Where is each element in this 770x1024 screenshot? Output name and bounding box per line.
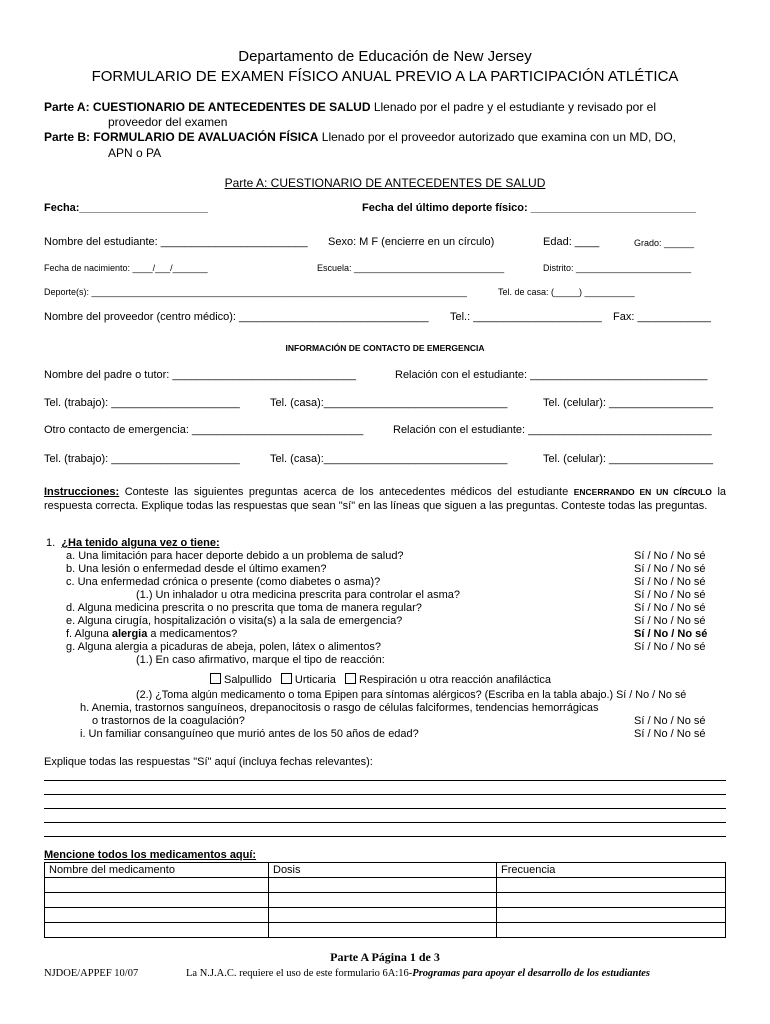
question-1c: c. Una enfermedad crónica o presente (como diabetes o asma)?	[66, 576, 381, 588]
tel-field[interactable]: Tel.: _____________________	[450, 311, 602, 323]
table-row[interactable]	[45, 923, 726, 938]
meds-title: Mencione todos los medicamentos aquí:	[44, 849, 257, 861]
table-cell[interactable]	[269, 893, 497, 908]
explain-label: Explique todas las respuestas "Sí" aquí (incluya fechas relevantes):	[44, 756, 373, 768]
answer-1c[interactable]: Sí / No / No sé	[634, 576, 706, 588]
fax-field[interactable]: Fax: ____________	[613, 311, 711, 323]
law-reference: La N.J.A.C. requiere el uso de este formulario 6A:16-Programas para apoyar el desarrollo de los estudiantes	[186, 968, 650, 979]
answer-1f[interactable]: Sí / No / No sé	[634, 628, 708, 640]
table-cell[interactable]	[45, 878, 269, 893]
parte-a-label: Parte A: CUESTIONARIO DE ANTECEDENTES DE SALUD	[44, 100, 371, 114]
answer-1a[interactable]: Sí / No / No sé	[634, 550, 706, 562]
checkbox-icon[interactable]	[210, 673, 221, 684]
fecha-deporte-field[interactable]: Fecha del último deporte físico: ___________________________	[362, 202, 696, 214]
edad-field[interactable]: Edad: ____	[543, 236, 600, 248]
instructions: Instrucciones: Conteste las siguientes preguntas acerca de los antecedentes médicos del estudiante ENCERRANDO EN UN CÍRCULO la respuesta correcta. Explique todas las respuestas que sean "sí" en las líneas que siguen a las preguntas. Conteste todas las preguntas.	[44, 486, 727, 512]
deporte-field[interactable]: Deporte(s): ___________________________________________________________________________	[44, 287, 467, 297]
meds-header-dose: Dosis	[269, 863, 497, 878]
tel-trabajo-field-2[interactable]: Tel. (trabajo): _____________________	[44, 453, 240, 465]
answer-1b[interactable]: Sí / No / No sé	[634, 563, 706, 575]
answer-1g[interactable]: Sí / No / No sé	[634, 641, 706, 653]
question-1h: h. Anemia, trastornos sanguíneos, drepanocitosis o rasgo de células falciformes, tendencias hemorrágicas	[80, 702, 599, 714]
question-1d: d. Alguna medicina prescrita o no prescrita que toma de manera regular?	[66, 602, 422, 614]
question-1a: a. Una limitación para hacer deporte debido a un problema de salud?	[66, 550, 404, 562]
fecha-field[interactable]: Fecha:_____________________	[44, 202, 208, 214]
parte-a-description	[44, 100, 656, 114]
question-1h-cont: o trastornos de la coagulación?	[92, 715, 245, 727]
table-cell[interactable]	[45, 893, 269, 908]
question-1g1: (1.) En caso afirmativo, marque el tipo de reacción:	[136, 654, 385, 666]
form-code: NJDOE/APPEF 10/07	[44, 968, 139, 979]
table-cell[interactable]	[45, 908, 269, 923]
explain-line[interactable]	[44, 836, 726, 837]
form-title: FORMULARIO DE EXAMEN FÍSICO ANUAL PREVIO A LA PARTICIPACIÓN ATLÉTICA	[91, 68, 679, 85]
section-title: Parte A: CUESTIONARIO DE ANTECEDENTES DE SALUD	[224, 176, 546, 190]
padre-tutor-field[interactable]: Nombre del padre o tutor: ______________________________	[44, 369, 356, 381]
grado-field[interactable]: Grado: ______	[634, 238, 695, 248]
fecha-nacimiento-field[interactable]: Fecha de nacimiento: ____/___/_______	[44, 263, 208, 273]
tel-casa-field-2[interactable]: Tel. (casa):______________________________	[270, 453, 508, 465]
question-1i: i. Un familiar consanguíneo que murió antes de los 50 años de edad?	[80, 728, 419, 740]
nombre-estudiante-field[interactable]: Nombre del estudiante: ________________________	[44, 236, 308, 248]
question-1b: b. Una lesión o enfermedad desde el último examen?	[66, 563, 327, 575]
table-row[interactable]	[45, 893, 726, 908]
table-cell[interactable]	[497, 893, 726, 908]
explain-line[interactable]	[44, 780, 726, 781]
reaction-urticaria[interactable]: Urticaria	[281, 674, 336, 686]
meds-table	[44, 862, 726, 938]
tel-celular-field-1[interactable]: Tel. (celular): _________________	[543, 397, 714, 409]
table-cell[interactable]	[269, 923, 497, 938]
parte-a-desc-cont: proveedor del examen	[108, 115, 228, 129]
table-cell[interactable]	[269, 878, 497, 893]
question-1f: f. Alguna alergia a medicamentos?	[66, 628, 238, 640]
sexo-field[interactable]: Sexo: M F (encierre en un círculo)	[328, 236, 495, 248]
meds-header-frequency: Frecuencia	[497, 863, 726, 878]
distrito-field[interactable]: Distrito: _______________________	[543, 263, 692, 273]
answer-1d[interactable]: Sí / No / No sé	[634, 602, 706, 614]
parte-b-label: Parte B: FORMULARIO DE AVALUACIÓN FÍSICA	[44, 130, 319, 144]
answer-1i[interactable]: Sí / No / No sé	[634, 728, 706, 740]
page-number: Parte A Página 1 de 3	[330, 950, 440, 964]
otro-contacto-field[interactable]: Otro contacto de emergencia: ____________________________	[44, 424, 364, 436]
question-1c1: (1.) Un inhalador u otra medicina prescrita para controlar el asma?	[136, 589, 461, 601]
relacion-field-1[interactable]: Relación con el estudiante: _____________________________	[395, 369, 708, 381]
table-cell[interactable]	[497, 908, 726, 923]
answer-1e[interactable]: Sí / No / No sé	[634, 615, 706, 627]
table-row[interactable]	[45, 878, 726, 893]
question-1g: g. Alguna alergia a picaduras de abeja, polen, látex o alimentos?	[66, 641, 381, 653]
table-row[interactable]	[45, 908, 726, 923]
reaction-salpullido[interactable]: Salpullido	[210, 674, 272, 686]
checkbox-icon[interactable]	[281, 673, 292, 684]
instructions-label: Instrucciones:	[44, 486, 120, 498]
question-1-title: 1. ¿Ha tenido alguna vez o tiene:	[46, 537, 220, 549]
department-title: Departamento de Educación de New Jersey	[238, 48, 532, 65]
reaction-options	[210, 673, 551, 686]
table-cell[interactable]	[497, 878, 726, 893]
meds-header-name: Nombre del medicamento	[45, 863, 269, 878]
tel-celular-field-2[interactable]: Tel. (celular): _________________	[543, 453, 714, 465]
answer-1c1[interactable]: Sí / No / No sé	[634, 589, 706, 601]
escuela-field[interactable]: Escuela: ______________________________	[317, 263, 505, 273]
question-1e: e. Alguna cirugía, hospitalización o visita(s) a la sala de emergencia?	[66, 615, 403, 627]
parte-b-desc-cont: APN o PA	[108, 146, 162, 160]
tel-trabajo-field-1[interactable]: Tel. (trabajo): _____________________	[44, 397, 240, 409]
table-cell[interactable]	[497, 923, 726, 938]
reaction-respiracion[interactable]: Respiración u otra reacción anafiláctica	[345, 674, 551, 686]
tel-casa-field-1[interactable]: Tel. (casa):______________________________	[270, 397, 508, 409]
question-1g2[interactable]: (2.) ¿Toma algún medicamento o toma Epipen para síntomas alérgicos? (Escriba en la tabla abajo.) Sí / No / No sé	[136, 689, 687, 701]
emergency-title: INFORMACIÓN DE CONTACTO DE EMERGENCIA	[285, 343, 485, 353]
answer-1h[interactable]: Sí / No / No sé	[634, 715, 706, 727]
nombre-proveedor-field[interactable]: Nombre del proveedor (centro médico): _______________________________	[44, 311, 429, 323]
explain-line[interactable]	[44, 808, 726, 809]
relacion-field-2[interactable]: Relación con el estudiante: ______________________________	[393, 424, 712, 436]
tel-casa-field[interactable]: Tel. de casa: (_____) __________	[498, 287, 635, 297]
table-cell[interactable]	[269, 908, 497, 923]
parte-b-description	[44, 130, 676, 144]
table-cell[interactable]	[45, 923, 269, 938]
table-header-row	[45, 863, 726, 878]
explain-line[interactable]	[44, 794, 726, 795]
checkbox-icon[interactable]	[345, 673, 356, 684]
parte-a-desc: Llenado por el padre y el estudiante y revisado por el	[370, 100, 656, 114]
parte-b-desc: Llenado por el proveedor autorizado que examina con un MD, DO,	[318, 130, 676, 144]
explain-line[interactable]	[44, 822, 726, 823]
